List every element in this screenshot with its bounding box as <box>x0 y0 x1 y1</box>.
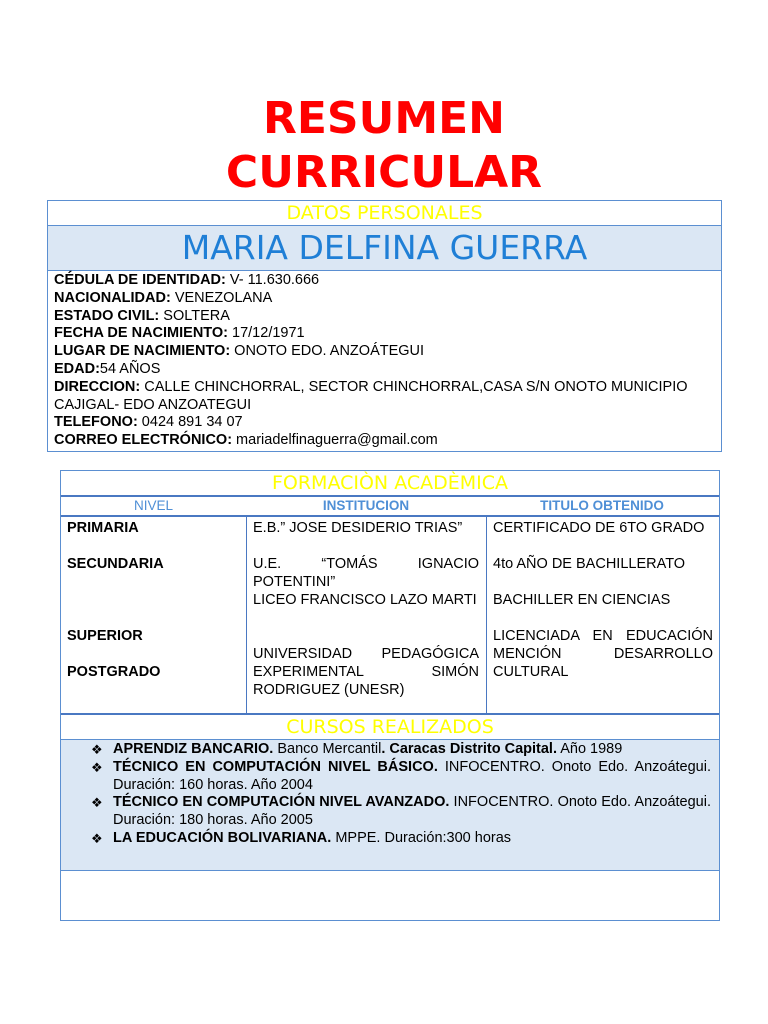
level-primaria: PRIMARIA <box>67 520 139 536</box>
diamond-bullet-icon: ❖ <box>91 759 103 775</box>
course-title: APRENDIZ BANCARIO. <box>113 741 274 757</box>
course-detail: INFOCENTRO. Onoto Edo. Anzoátegui. Duración: 160 horas. Año 2004 <box>113 758 711 793</box>
course-item <box>91 759 711 795</box>
course-detail: MPPE. Duración:300 horas <box>331 829 512 846</box>
column-divider <box>486 517 487 713</box>
document-title-line1: RESUMEN <box>262 93 506 144</box>
course-detail: INFOCENTRO. Onoto Edo. Anzoátegui. Duración: 180 horas. Año 2005 <box>113 794 711 829</box>
field-value: VENEZOLANA <box>170 289 273 306</box>
column-header-nivel: NIVEL <box>133 498 174 513</box>
field-value: ONOTO EDO. ANZOÁTEGUI <box>230 343 425 360</box>
academic-section <box>60 470 720 921</box>
field-direccion <box>54 379 715 415</box>
title-bachiller: BACHILLER EN CIENCIAS <box>493 592 671 608</box>
diamond-bullet-icon: ❖ <box>91 830 103 846</box>
empty-row <box>61 871 719 919</box>
field-label: NACIONALIDAD: <box>54 289 171 306</box>
field-cedula <box>54 272 715 290</box>
field-value: 17/12/1971 <box>228 325 305 342</box>
field-correo <box>54 432 715 450</box>
academic-heading: FORMACIÒN ACADÈMICA <box>271 472 509 494</box>
field-label: CÉDULA DE IDENTIDAD: <box>54 272 226 288</box>
field-value: SOLTERA <box>159 307 230 324</box>
field-label: CORREO ELECTRÓNICO: <box>54 432 233 449</box>
field-label: FECHA DE NACIMIENTO: <box>54 325 228 342</box>
column-header-institucion: INSTITUCION <box>322 498 410 513</box>
field-estado-civil <box>54 308 715 326</box>
field-edad <box>54 361 715 379</box>
field-value: mariadelfinaguerra@gmail.com <box>232 432 438 449</box>
course-item <box>91 830 711 848</box>
level-superior: SUPERIOR <box>67 628 143 644</box>
courses-heading: CURSOS REALIZADOS <box>61 713 719 740</box>
title-primaria: CERTIFICADO DE 6TO GRADO <box>493 520 705 536</box>
full-name: MARIA DELFINA GUERRA <box>48 226 721 271</box>
course-title: LA EDUCACIÓN BOLIVARIANA. <box>113 829 332 846</box>
course-year: Año 1989 <box>556 741 623 757</box>
title-secundaria: 4to AÑO DE BACHILLERATO <box>493 556 686 572</box>
document-title-line2: CURRICULAR <box>225 147 543 198</box>
course-item <box>91 794 711 830</box>
field-nacionalidad <box>54 290 715 308</box>
personal-fields <box>48 271 721 450</box>
course-title: TÉCNICO EN COMPUTACIÓN NIVEL AVANZADO. <box>113 794 450 811</box>
diamond-bullet-icon: ❖ <box>91 795 103 811</box>
field-telefono <box>54 414 715 432</box>
field-lugar-nacimiento <box>54 343 715 361</box>
institution-secundaria: U.E. “TOMÁS IGNACIO POTENTINI” <box>253 556 479 590</box>
field-value: CALLE CHINCHORRAL, SECTOR CHINCHORRAL,CASA S/N ONOTO MUNICIPIO CAJIGAL- EDO ANZOATEGUI <box>54 378 688 413</box>
field-value: V- 11.630.666 <box>225 272 320 288</box>
level-postgrado: POSTGRADO <box>67 664 161 680</box>
course-item <box>91 741 711 759</box>
field-fecha-nacimiento <box>54 325 715 343</box>
level-secundaria: SECUNDARIA <box>67 556 164 572</box>
column-divider <box>246 517 247 713</box>
column-header-titulo: TITULO OBTENIDO <box>540 498 664 513</box>
field-value: 0424 891 34 07 <box>137 414 243 431</box>
title-superior: LICENCIADA EN EDUCACIÓN MENCIÓN DESARROLLO CULTURAL <box>493 628 713 680</box>
academic-table-header <box>61 495 719 517</box>
academic-table-body <box>61 517 719 713</box>
field-value: 54 AÑOS <box>99 360 161 377</box>
field-label: TELEFONO: <box>54 414 138 431</box>
field-label: DIRECCION: <box>54 378 141 395</box>
personal-data-section <box>47 200 722 452</box>
field-label: EDAD: <box>54 360 100 377</box>
field-label: LUGAR DE NACIMIENTO: <box>54 343 231 360</box>
courses-list <box>61 740 719 848</box>
institution-primaria: E.B.” JOSE DESIDERIO TRIAS” <box>253 520 463 536</box>
field-label: ESTADO CIVIL: <box>54 307 160 324</box>
course-title: TÉCNICO EN COMPUTACIÓN NIVEL BÁSICO. <box>113 758 438 775</box>
personal-data-heading: DATOS PERSONALES <box>48 201 721 226</box>
institution-liceo: LICEO FRANCISCO LAZO MARTI <box>253 592 477 608</box>
institution-superior: UNIVERSIDAD PEDAGÓGICA EXPERIMENTAL SIMÓN RODRIGUEZ (UNESR) <box>253 646 479 698</box>
courses-list-section <box>61 740 719 871</box>
diamond-bullet-icon: ❖ <box>91 742 103 757</box>
course-location: . Caracas Distrito Capital. <box>381 741 557 757</box>
course-detail: Banco Mercantil <box>273 741 382 757</box>
